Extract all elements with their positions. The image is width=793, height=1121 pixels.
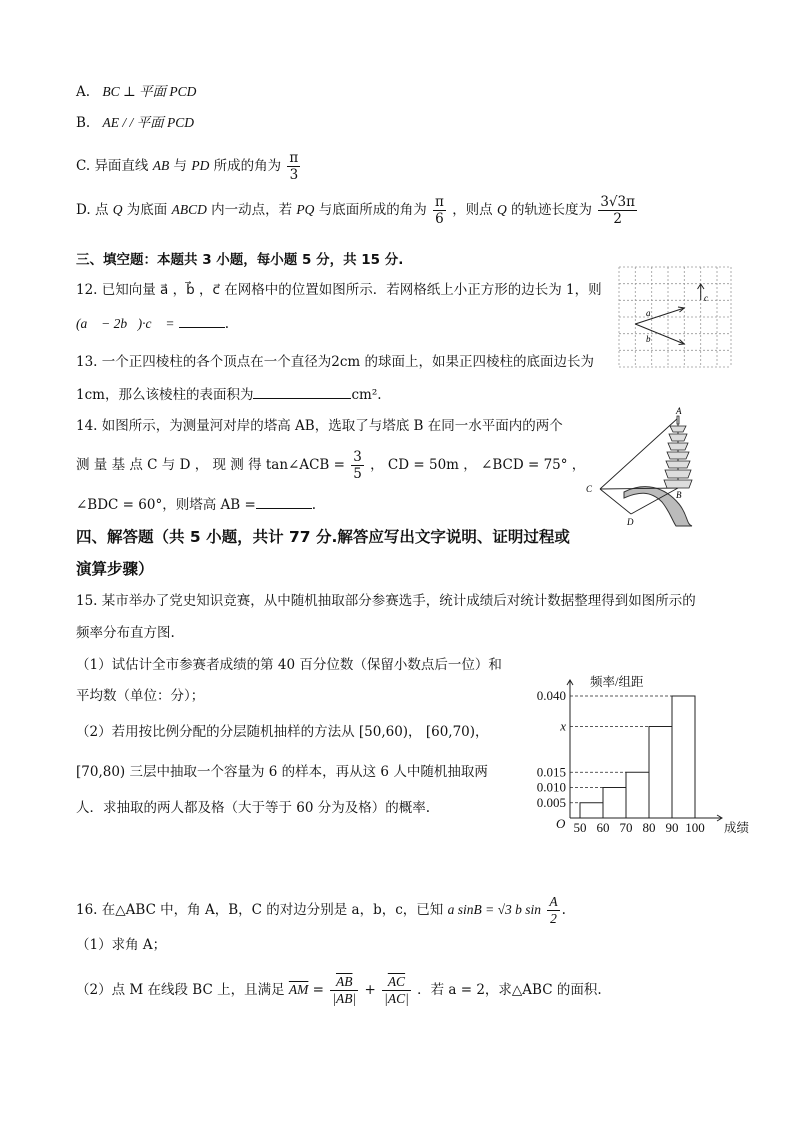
text: ，则点: [452, 202, 493, 218]
fraction: $\frac{\pi}{3}$: [289, 149, 299, 183]
x-tick-label: 60: [596, 820, 610, 835]
vector-grid-figure: [618, 266, 732, 368]
fraction: $\frac{\overline{AC}}{|AC|}$: [384, 973, 409, 1006]
q15-part1b: 平均数（单位：分）；: [76, 688, 205, 704]
q13-line1: 13. 一个正四棱柱的各个顶点在一个直径为2cm 的球面上，如果正四棱柱的底面边长为: [76, 354, 595, 370]
option-c: [76, 146, 302, 186]
q14-line3: [76, 494, 316, 515]
text: +: [364, 982, 376, 998]
point-d-label: D: [627, 517, 634, 527]
y-tick-label: 0.005: [536, 794, 566, 810]
q16-line1: [76, 890, 566, 930]
math: PQ: [296, 202, 315, 217]
tower-figure: [584, 404, 704, 528]
math: Q: [112, 202, 123, 217]
point-a-label: A: [676, 406, 682, 416]
text: 与: [173, 158, 188, 174]
histogram-bar: [649, 727, 672, 819]
text: （2）点 M 在线段 BC 上，且满足: [76, 982, 285, 998]
histogram-bar: [672, 696, 695, 818]
histogram-bar: [626, 772, 649, 818]
y-tick-label: 0.040: [536, 688, 566, 703]
answer-blank: [179, 313, 225, 328]
vector-b-label: b⃗: [646, 334, 658, 344]
q13-line2: [76, 384, 382, 405]
option-label: D.: [76, 202, 91, 218]
vector-am: $\overline{AM}$: [288, 982, 309, 997]
x-tick-label: 100: [685, 820, 705, 835]
vector-a-arrow: [635, 308, 684, 324]
math: ABCD: [171, 202, 207, 217]
text: ．若 a = 2，求△ABC 的面积.: [417, 982, 602, 998]
text: .: [224, 316, 230, 332]
point-b-label: B: [676, 490, 682, 500]
text: 内一动点，若: [211, 202, 293, 218]
q12-line2: [76, 313, 229, 334]
y-tick-label: 0.015: [536, 764, 566, 780]
text: 所成的角为: [213, 158, 282, 174]
histogram-bar: [580, 803, 603, 818]
text: =: [312, 982, 324, 998]
math: AB: [152, 158, 170, 173]
x-tick-label: 50: [573, 820, 587, 835]
q15-part2a: （2）若用按比例分配的分层随机抽样的方法从 [50,60)， [60,70)，: [76, 724, 489, 740]
option-expr: BC ⊥ 平面 PCD: [102, 84, 197, 99]
section-heading-cont: 演算步骤）: [76, 560, 154, 578]
option-a: [76, 82, 196, 102]
text: .: [311, 497, 317, 513]
text: 的轨迹长度为: [511, 202, 593, 218]
fraction: $\frac{A}{2}$: [549, 893, 558, 926]
x-tick-label: 90: [665, 820, 679, 835]
q15-part2c: 人．求抽取的两人都及格（大于等于 60 分为及格）的概率.: [76, 800, 431, 816]
text: .: [561, 902, 566, 918]
section-heading: 三、填空题：本题共 3 小题，每小题 5 分，共 15 分.: [76, 252, 404, 268]
q14-line1: 14. 如图所示，为测量河对岸的塔高 AB，选取了与塔底 B 在同一水平面内的两个: [76, 418, 563, 434]
text: ， CD = 50m ， ∠BCD = 75° ，: [370, 457, 586, 473]
text: 16. 在△ABC 中，角 A，B，C 的对边分别是 a，b，c，已知: [76, 902, 444, 918]
q14-line2: [76, 445, 585, 485]
text: cm².: [351, 387, 382, 403]
x-tick-label: 80: [642, 820, 656, 835]
y-tick-label: 0.010: [536, 779, 566, 795]
math: Q: [496, 202, 507, 217]
q15-part1a: （1）试估计全市参赛者成绩的第 40 百分位数（保留小数点后一位）和: [76, 657, 502, 673]
river-shape: [624, 487, 692, 526]
vector-c-label: c⃗: [704, 293, 715, 303]
vector-a-label: a⃗: [646, 308, 658, 318]
option-d: [76, 190, 639, 230]
q15-line2: 频率分布直方图.: [76, 625, 175, 641]
fraction: $\frac{\pi}{6}$: [435, 193, 444, 227]
q16-part2: [76, 968, 602, 1012]
math: (a⃗ − 2b⃗)·c⃗ =: [76, 316, 175, 331]
answer-blank: [256, 494, 312, 509]
origin-label: O: [556, 816, 566, 831]
q16-part1: （1）求角 A；: [76, 937, 167, 953]
option-label: C.: [76, 158, 91, 174]
math: a sinB = √3 b sin: [447, 902, 542, 917]
option-label: A.: [76, 84, 91, 100]
frequency-histogram: [510, 668, 760, 840]
fraction: $\frac{\overline{AB}}{|AB|}$: [332, 973, 357, 1006]
text: 点: [94, 202, 109, 218]
section-heading: 四、解答题（共 5 小题，共计 77 分.解答应写出文字说明、证明过程或: [76, 528, 570, 546]
text: 测 量 基 点 C 与 D ， 现 测 得 tan∠ACB =: [76, 457, 345, 473]
answer-blank: [253, 384, 351, 399]
text: 1cm，那么该棱柱的表面积为: [76, 387, 254, 403]
math: PD: [191, 158, 210, 173]
x-axis-label: 成绩: [724, 821, 750, 835]
option-label: B.: [76, 115, 91, 131]
option-b: [76, 113, 194, 133]
q15-part2b: [70,80) 三层中抽取一个容量为 6 的样本，再从这 6 人中随机抽取两: [76, 764, 488, 780]
q15-line1: 15. 某市举办了党史知识竞赛，从中随机抽取部分参赛选手，统计成绩后对统计数据整理得到如图所示的: [76, 593, 696, 609]
fraction: $\frac{3√3\pi}{2}$: [600, 193, 635, 227]
fraction: $\frac{3}{5}$: [353, 448, 362, 482]
x-tick-label: 70: [619, 820, 633, 835]
y-axis-label: 频率/组距: [590, 675, 644, 689]
text: 与底面所成的角为: [318, 202, 427, 218]
y-tick-label: x: [560, 718, 566, 734]
option-expr: AE / / 平面 PCD: [102, 115, 195, 130]
text: 为底面: [126, 202, 168, 218]
text: ∠BDC = 60°，则塔高 AB =: [76, 497, 256, 513]
histogram-bar: [603, 788, 626, 819]
text: 异面直线: [94, 158, 149, 174]
q12-line1: 12. 已知向量 a⃗ ，b⃗ ，c⃗ 在网格中的位置如图所示．若网格纸上小正方形的边长为 1，则: [76, 282, 602, 298]
point-c-label: C: [586, 484, 593, 494]
